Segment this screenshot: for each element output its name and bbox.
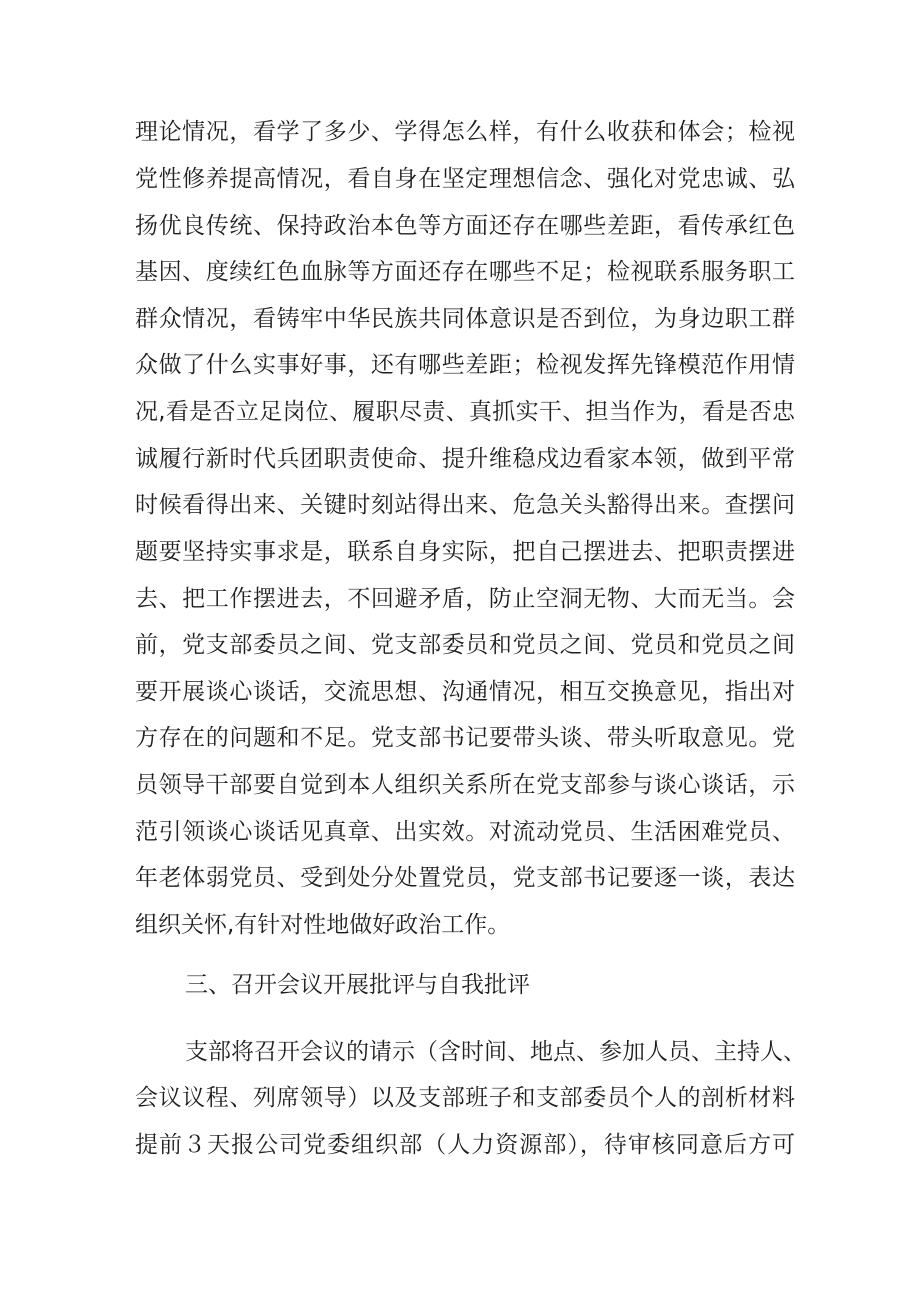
- paragraph-line: 众做了什么实事好事，还有哪些差距；检视发挥先锋模范作用情: [135, 352, 795, 378]
- paragraph-line: 会议议程、列席领导）以及支部班子和支部委员个人的剖析材料: [135, 1085, 795, 1111]
- paragraph-line: 范引领谈心谈话见真章、出实效。对流动党员、生活困难党员、: [135, 819, 795, 845]
- paragraph-line: 员领导干部要自觉到本人组织关系所在党支部参与谈心谈话，示: [135, 772, 795, 798]
- paragraph-line: 基因、度续红色血脉等方面还存在哪些不足；检视联系服务职工: [135, 259, 795, 285]
- paragraph-line: 党性修养提高情况，看自身在坚定理想信念、强化对党忠诚、弘: [135, 166, 795, 192]
- paragraph-line: 扬优良传统、保持政治本色等方面还存在哪些差距，看传承红色: [135, 213, 795, 239]
- paragraph-line: 去、把工作摆进去，不回避矛盾，防止空洞无物、大而无当。会: [135, 586, 795, 612]
- paragraph-line: 支部将召开会议的请示（含时间、地点、参加人员、主持人、: [185, 1039, 806, 1065]
- paragraph-line: 诚履行新时代兵团职责使命、提升维稳戍边看家本领，做到平常: [135, 446, 795, 472]
- paragraph-line: 群众情况，看铸牢中华民族共同体意识是否到位，为身边职工群: [135, 306, 795, 332]
- paragraph-line: 要开展谈心谈话，交流思想、沟通情况，相互交换意见，指出对: [135, 679, 795, 705]
- paragraph-line: 组织关怀,有针对性地做好政治工作。: [135, 912, 511, 938]
- paragraph-line: 理论情况，看学了多少、学得怎么样，有什么收获和体会；检视: [135, 119, 795, 145]
- paragraph-line: 方存在的问题和不足。党支部书记要带头谈、带头听取意见。党: [135, 725, 795, 751]
- paragraph-line: 时候看得出来、关键时刻站得出来、危急关头豁得出来。查摆问: [135, 492, 795, 518]
- paragraph-line: 年老体弱党员、受到处分处置党员，党支部书记要逐一谈，表达: [135, 865, 795, 891]
- paragraph-line: 前，党支部委员之间、党支部委员和党员之间、党员和党员之间: [135, 632, 795, 658]
- section-heading: 三、召开会议开展批评与自我批评: [185, 972, 530, 998]
- paragraph-line: 题要坚持实事求是，联系自身实际，把自己摆进去、把职责摆进: [135, 539, 795, 565]
- paragraph-line: 况,看是否立足岗位、履职尽责、真抓实干、担当作为，看是否忠: [135, 399, 795, 425]
- paragraph-line: 提前３天报公司党委组织部（人力资源部），待审核同意后方可: [135, 1132, 795, 1158]
